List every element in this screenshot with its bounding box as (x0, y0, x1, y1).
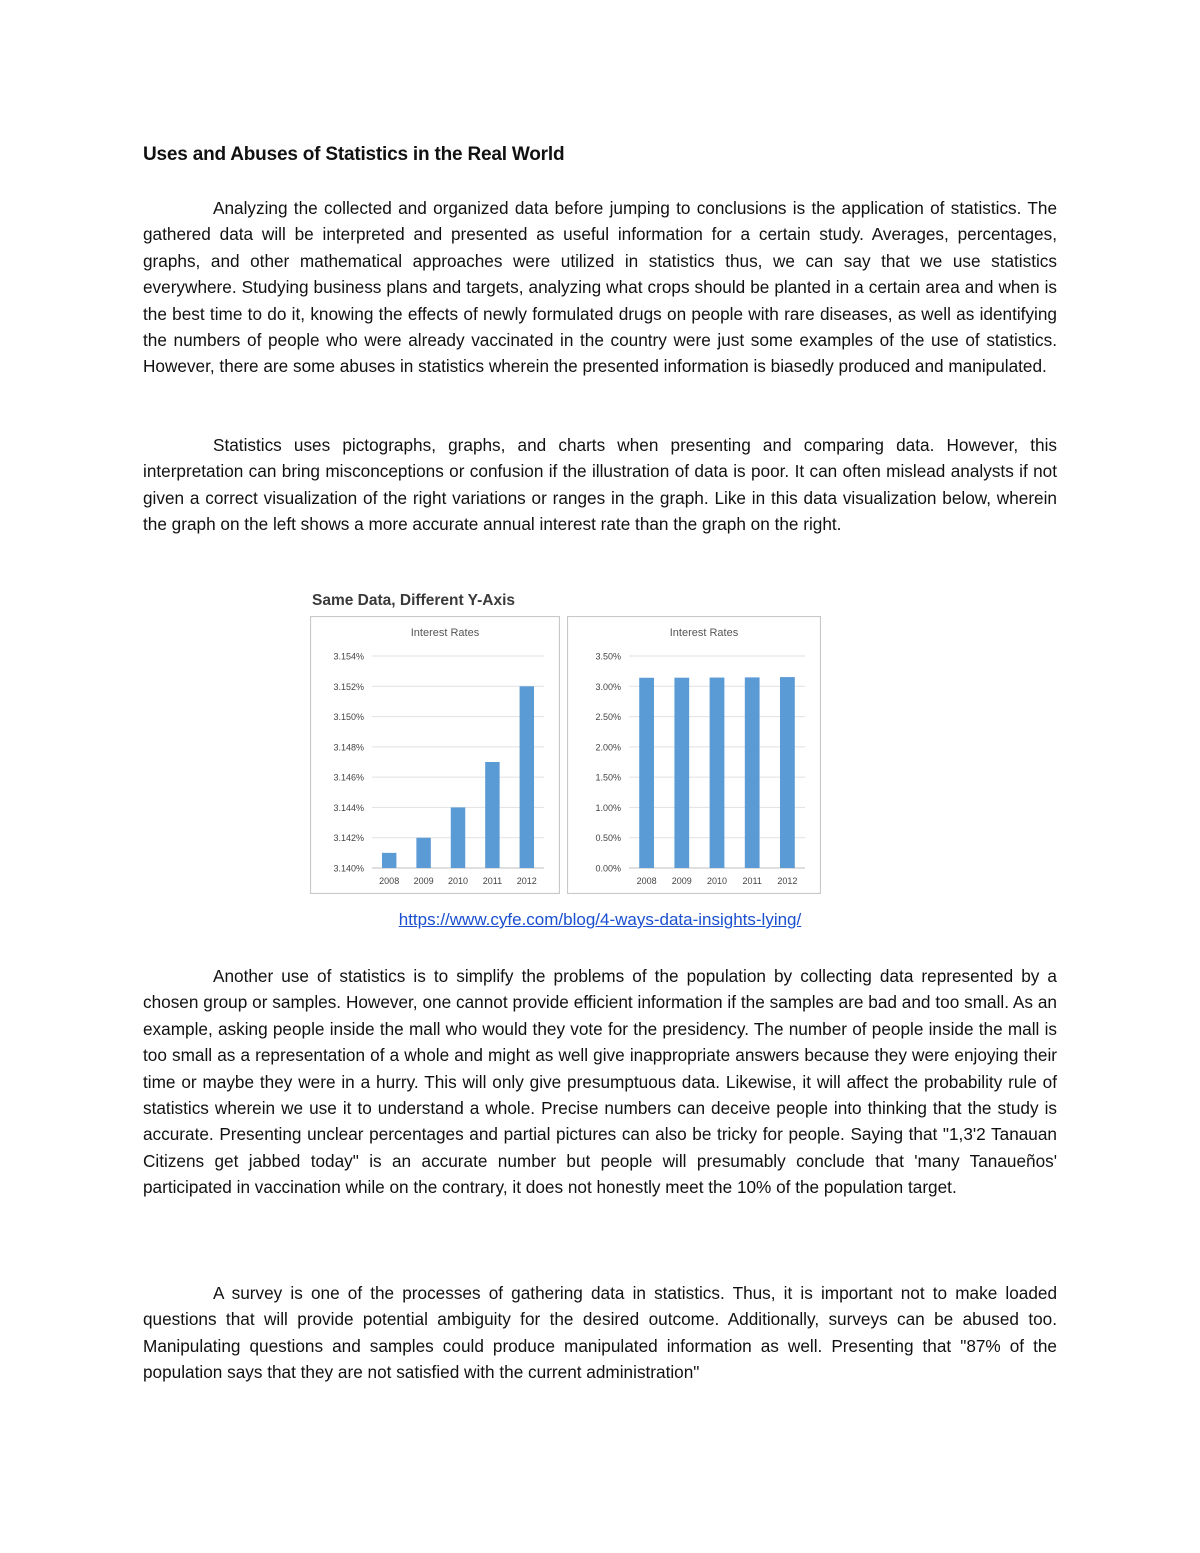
y-tick-label: 3.146% (333, 772, 364, 783)
bar-2012 (520, 686, 534, 868)
x-tick-label: 2011 (482, 876, 503, 886)
y-tick-label: 3.140% (333, 863, 364, 874)
y-tick-label: 2.50% (595, 712, 621, 723)
chart-title: Interest Rates (410, 627, 480, 639)
y-tick-label: 3.50% (595, 651, 621, 662)
y-tick-label: 3.152% (333, 681, 364, 692)
y-tick-label: 3.150% (333, 712, 364, 723)
document-title: Uses and Abuses of Statistics in the Real World (143, 144, 565, 165)
x-tick-label: 2010 (447, 876, 469, 886)
x-tick-label: 2009 (671, 876, 692, 886)
paragraph-3: Another use of statistics is to simplify the problems of the population by collecting data represented by a chosen group or samples. However, one cannot provide efficient information if the samples are bad and too small. As an example, asking people inside the mall who would they vote for the presidency. The number of people inside the mall is too small as a representation of a whole and might as well give inappropriate answers because they were enjoying their time or maybe they were in a hurry. This will only give presumptuous data. Likewise, it will affect the probability rule of statistics wherein we use it to understand a whole. Precise numbers can deceive people into thinking that the study is accurate. Presenting unclear percentages and partial pictures can also be tricky for people. Saying that "1,3'2 Tanauan Citizens get jabbed today" is an accurate number but people will presumably conclude that 'many Tanaueños' participated in vaccination while on the contrary, it does not honestly meet the 10% of the population target. (143, 966, 1057, 1198)
x-tick-label: 2010 (706, 876, 728, 886)
x-tick-label: 2008 (379, 876, 400, 886)
y-tick-label: 3.142% (333, 833, 364, 844)
paragraph-4: A survey is one of the processes of gathering data in statistics. Thus, it is important not to make loaded questions that will provide potential ambiguity for the desired outcome. Additionally, surveys can be abused too. Manipulating questions and samples could produce manipulated information as well. Presenting that "87% of the population says that they are not satisfied with the current administration" (143, 1283, 1057, 1383)
x-tick-label: 2009 (413, 876, 434, 886)
bar-2009 (674, 678, 689, 868)
y-tick-label: 1.00% (595, 802, 621, 813)
x-tick-label: 2008 (636, 876, 657, 886)
y-tick-label: 3.144% (333, 802, 364, 813)
bar-2008 (382, 853, 396, 868)
bar-2011 (485, 762, 499, 868)
y-tick-label: 3.148% (333, 742, 364, 753)
paragraph-2: Statistics uses pictographs, graphs, and charts when presenting and comparing data. However, this interpretation can bring misconceptions or confusion if the illustration of data is poor. It can often mislead analysts if not given a correct visualization of the right variations or ranges in the graph. Like in this data visualization below, wherein the graph on the left shows a more accurate annual interest rate than the graph on the right. (143, 435, 1057, 535)
bar-2010 (710, 678, 725, 868)
comparison-figure (310, 590, 822, 896)
bar-2010 (451, 807, 465, 868)
y-tick-label: 1.50% (595, 772, 621, 783)
y-tick-label: 0.00% (595, 863, 621, 874)
source-link[interactable]: https://www.cyfe.com/blog/4-ways-data-insights-lying/ (398, 910, 802, 929)
x-tick-label: 2011 (742, 876, 762, 886)
figure-title: Same Data, Different Y-Axis (312, 592, 516, 609)
paragraph-1: Analyzing the collected and organized data before jumping to conclusions is the application of statistics. The gathered data will be interpreted and presented as useful information for a certain study. Averages, percentages, graphs, and other mathematical approaches were utilized in statistics thus, we can say that we use statistics everywhere. Studying business plans and targets, analyzing what crops should be planted in a certain area and when is the best time to do it, knowing the effects of newly formulated drugs on people with rare diseases, as well as identifying the numbers of people who were already vaccinated in the country were just some examples of the use of statistics. However, there are some abuses in statistics wherein the presented information is biasedly produced and manipulated. (143, 198, 1057, 377)
bar-2012 (780, 677, 795, 868)
chart-title: Interest Rates (669, 627, 739, 639)
chart-left (310, 616, 560, 894)
bar-2009 (416, 838, 430, 868)
y-tick-label: 2.00% (595, 742, 621, 753)
x-tick-label: 2012 (777, 876, 798, 886)
y-tick-label: 3.00% (595, 681, 621, 692)
bar-2008 (639, 678, 654, 868)
y-tick-label: 0.50% (595, 833, 621, 844)
bar-2011 (745, 677, 760, 868)
chart-right (567, 616, 821, 894)
x-tick-label: 2012 (516, 876, 537, 886)
y-tick-label: 3.154% (333, 651, 364, 662)
